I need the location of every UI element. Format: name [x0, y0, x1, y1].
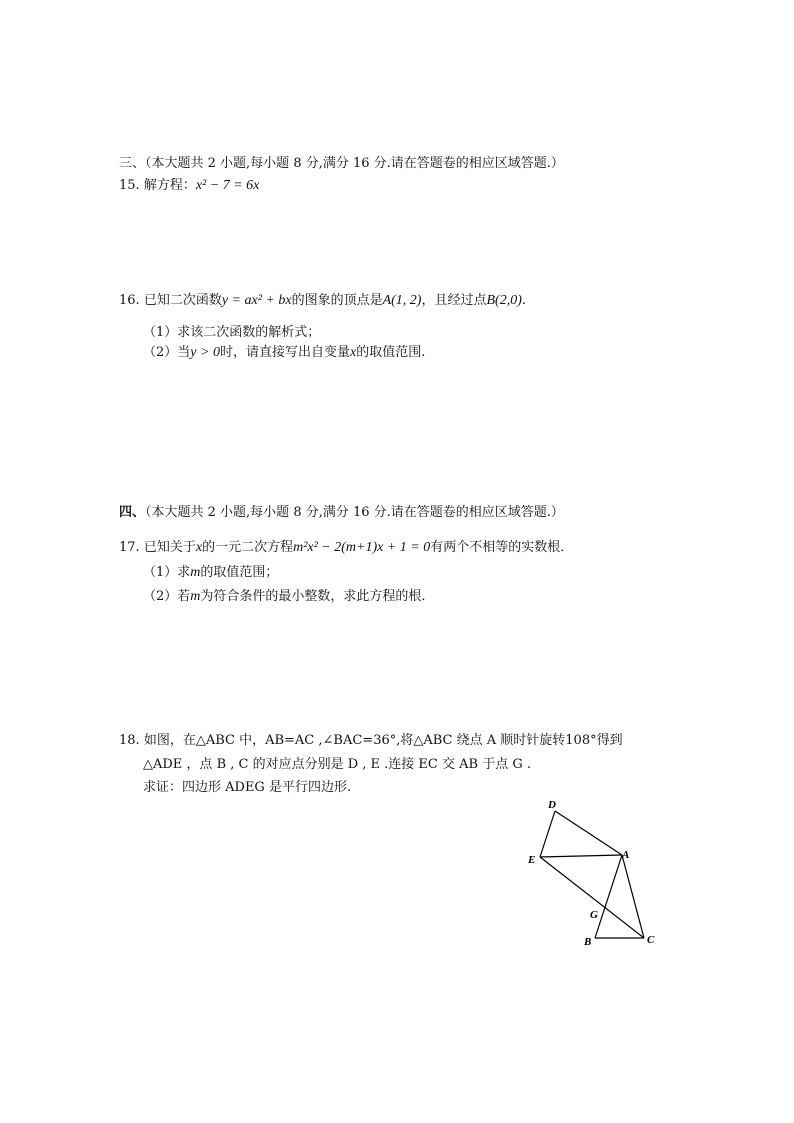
vertex-label-D: D — [548, 799, 556, 811]
question-15-number: 15. — [119, 178, 140, 193]
question-16-sub-2-condition: y > 0 — [190, 345, 220, 360]
question-17-sub-2-var: m — [190, 589, 201, 604]
question-18-line-1: 如图，在△ABC 中，AB=AC ,∠BAC=36°,将△ABC 绕点 A 顺时针旋转108°得到 — [143, 733, 623, 748]
section-3-label: 三、 — [119, 156, 146, 171]
question-15-equation: x² − 7 = 6x — [195, 178, 260, 193]
question-18-line-3: 求证：四边形 ADEG 是平行四边形. — [143, 780, 352, 795]
question-17-sub-2 — [143, 589, 434, 605]
question-16-sub-2 — [143, 345, 425, 361]
section-4-label: 四、 — [119, 505, 146, 520]
question-17-sub-1-a: （1）求 — [143, 565, 191, 580]
vertex-label-A: A — [622, 849, 630, 861]
question-16 — [119, 293, 526, 309]
vertex-label-C: C — [647, 934, 655, 946]
question-17-sub-2-b: 为符合条件的最小整数，求此方程的根． — [200, 589, 435, 604]
section-3-note: （本大题共 2 小题,每小题 8 分,满分 16 分.请在答题卷的相应区域答题.） — [145, 156, 564, 171]
question-17-sub-2-a: （2）若 — [143, 589, 191, 604]
question-17-text-a: 已知关于 — [143, 540, 196, 555]
segment-EA — [540, 855, 622, 857]
segment-AB — [595, 855, 622, 938]
question-18-line-2: △ADE ，点 B , C 的对应点分别是 D , E .连接 EC 交 AB 于点 G . — [143, 757, 531, 772]
question-16-sub-2-b: 时，请直接写出自变量 — [219, 345, 350, 360]
question-16-number: 16. — [119, 293, 140, 308]
question-17 — [119, 540, 573, 556]
question-16-sub-2-a: （2）当 — [143, 345, 191, 360]
vertex-label-B: B — [584, 936, 592, 948]
question-16-sub-2-var: x — [349, 345, 357, 360]
vertex-label-G: G — [590, 909, 598, 921]
question-15 — [119, 178, 259, 194]
question-17-sub-1 — [143, 565, 278, 581]
vertex-label-E: E — [528, 854, 536, 866]
segment-DE — [540, 811, 555, 857]
question-18 — [119, 733, 623, 749]
question-17-sub-1-b: 的取值范围； — [200, 565, 279, 580]
question-17-equation: m²x² − 2(m+1)x + 1 = 0 — [293, 540, 431, 555]
question-17-sub-1-var: m — [190, 565, 201, 580]
question-17-text-c: 有两个不相等的实数根． — [430, 540, 574, 555]
question-16-function: y = ax² + bx — [221, 293, 292, 308]
segment-AC — [622, 855, 644, 938]
section-4-header — [119, 505, 564, 521]
question-18-number: 18. — [119, 733, 140, 748]
question-17-text-b: 的一元二次方程 — [202, 540, 294, 555]
question-16-text-c: ，且经过点 — [421, 293, 487, 308]
section-3-header — [119, 156, 564, 172]
question-18-figure — [520, 795, 680, 955]
question-16-text-a: 已知二次函数 — [143, 293, 222, 308]
question-15-text: 解方程： — [143, 178, 196, 193]
question-17-var: x — [195, 540, 203, 555]
question-16-text-b: 的图象的顶点是 — [291, 293, 383, 308]
question-16-point: B(2,0) — [486, 293, 522, 308]
question-16-end: . — [521, 293, 527, 308]
question-16-vertex: A(1, 2) — [382, 293, 422, 308]
question-16-sub-2-c: 的取值范围. — [356, 345, 426, 360]
question-16-sub-1: （1）求该二次函数的解析式； — [143, 325, 321, 340]
question-17-number: 17. — [119, 540, 140, 555]
section-4-note: （本大题共 2 小题,每小题 8 分,满分 16 分.请在答题卷的相应区域答题.） — [145, 505, 564, 520]
segment-EC — [540, 857, 644, 938]
segment-AD — [555, 811, 622, 855]
